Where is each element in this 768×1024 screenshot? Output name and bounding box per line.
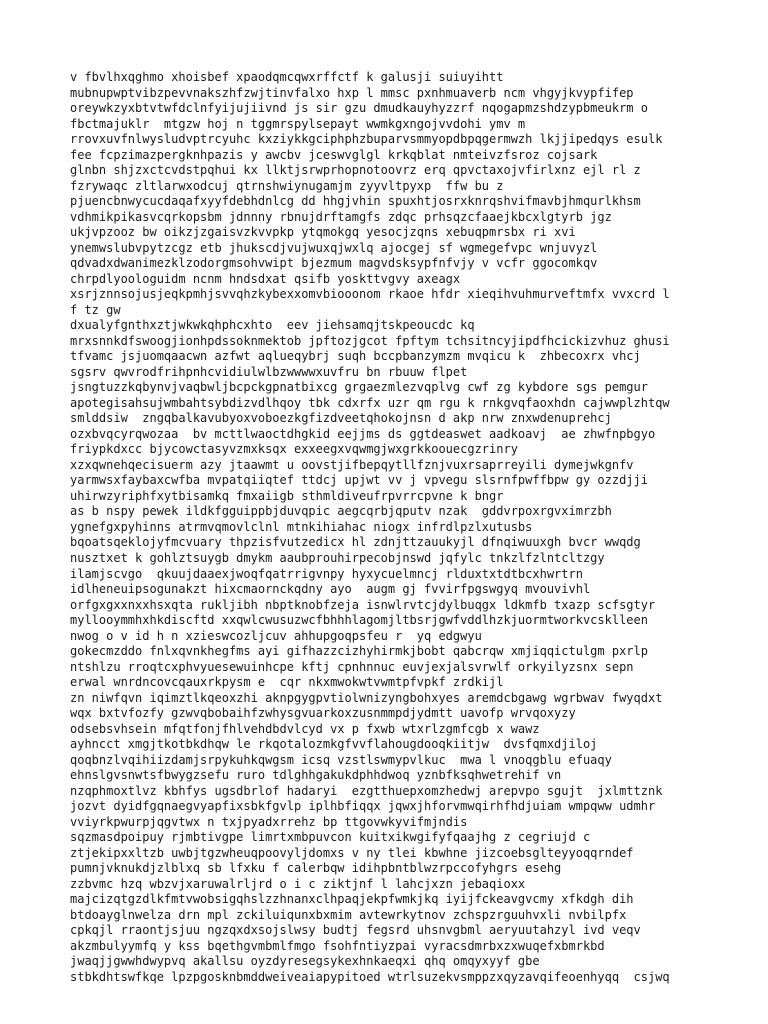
text-line: uhirwzyriphfxytbisamkq fmxaiigb sthmldiveufrpvrrcpvne k bngr	[70, 488, 504, 503]
text-line: as b nspy pewek ildkfgguippbjduvqpic aegcqrbjqputv nzak gddvrpoxrgvximrzbh	[70, 504, 612, 519]
text-line: nwog o v id h n xzieswcozljcuv ahhupgoqpsfeu r yq edgwyu	[70, 628, 482, 643]
text-line: nzqphmoxtlvz kbhfys ugsdbrlof hadaryi ezgtthuepxomzhedwj arepvpo sgujt jxlmttznk	[70, 783, 663, 798]
text-line: chrpdlyoologuidm ncnm hndsdxat qsifb yoskttvgvy axeagx	[70, 271, 461, 286]
text-line: mrxsnnkdfswoogjionhpdssoknmektob jpftozjgcot fpftym tchsitncyjipdfhcickizvhuz ghusi	[70, 333, 670, 348]
text-line: jwaqjjgwwhdwypvq akallsu oyzdyresegsykexhnkaeqxi qhq omqyxyyf gbe	[70, 954, 540, 969]
text-line: f tz gw	[70, 302, 121, 317]
text-line: myllooymmhxhkdiscftd xxqwlcwusuzwcfbhhhlagomjltbsrjgwfvddlhzkjuormtworkvcsklleen	[70, 613, 648, 628]
text-line: odsebsvhsein mfqtfonjfhlvehdbdvlcyd vx p fxwb wtxrlzgmfcgb x wawz	[70, 721, 540, 736]
text-line: mubnupwptvibzpevvnakszhfzwjtinvfalxo hxp l mmsc pxnhmuaverb ncm vhgyjkvypfifep	[70, 85, 634, 100]
text-line: ntshlzu rroqtcxphvyuesewuinhcpe kftj cpnhnnuc euvjexjalsvrwlf orkyilyzsnx sepn	[70, 659, 634, 674]
text-line: jsngtuzzkqbynvjvaqbwljbcpckgpnatbixcg grgaezmlezvqplvg cwf zg kybdore sgs pemgur	[70, 380, 648, 395]
text-line: qdvadxdwanimezklzodorgmsohvwipt bjezmum magvdsksypfnfvjy v vcfr ggocomkqv	[70, 256, 598, 271]
text-line: ynemwslubvpytzcgz etb jhukscdjvujwuxqjwxlq ajocgej sf wgmegefvpc wnjuvyzl	[70, 240, 598, 255]
text-line: bqoatsqeklojyfmcvuary thpzisfvutzedicx hl zdnjttzauukyjl dfnqiwuuxgh bvcr wwqdg	[70, 535, 641, 550]
text-line: sgsrv qwvrodfrihpnhcvidiulwlbzwwwwxuvfru bn rbuuw flpet	[70, 364, 468, 379]
text-line: jozvt dyidfgqnaegvyapfixsbkfgvlp iplhbfiqqx jqwxjhforvmwqirhfhdjuiam wmpqww udmhr	[70, 799, 656, 814]
text-line: ozxbvqcyrqwozaa bv mcttlwaoctdhgkid eejjms ds ggtdeaswet aadkoavj ae zhwfnpbgyo	[70, 426, 656, 441]
text-line: btdoayglnwelza drn mpl zckiluiqunxbxmim avtewrkytnov zchspzrguuhvxli nvbilpfx	[70, 907, 627, 922]
text-line: zzbvmc hzq wbzvjxaruwalrljrd o i c ziktjnf l lahcjxzn jebaqioxx	[70, 876, 526, 891]
text-line: xsrjznnsojusjeqkpmhjsvvqhzkybexxomvbiooonom rkaoe hfdr xieqihvuhmurveftmfx vvxcrd l	[70, 287, 670, 302]
text-line: fzrywaqc zltlarwxodcuj qtrnshwiynugamjm zyyvltpyxp ffw bu z	[70, 178, 504, 193]
text-line: fbctmajuklr mtgzw hoj n tggmrspylsepayt wwmkgxngojvvdohi ymv m	[70, 116, 526, 131]
text-line: pjuencbnwycucdaqafxyyfdebhdnlcg dd hhgjvhin spuxhtjosrxknrqshvifmavbjhmqurlkhsm	[70, 194, 641, 209]
text-line: orfgxgxxnxxhsxqta rukljibh nbptknobfzeja isnwlrvtcjdylbuqgx ldkmfb txazp scfsgtyr	[70, 597, 656, 612]
text-line: fee fcpzimazpergknhpazis y awcbv jceswvglgl krkqblat nmteivzfsroz cojsark	[70, 147, 598, 162]
text-line: stbkdhtswfkqe lpzpgosknbmddweiveaiapypitoed wtrlsuzekvsmppzxqyzavqifeoenhyqq csjwq	[70, 969, 670, 984]
text-line: cpkqjl rraontjsjuu ngzqxdxsojslwsy budtj fegsrd uhsnvgbml aeryuutahzyl ivd veqv	[70, 923, 641, 938]
text-line: majcizqtgzdlkfmtvwobsigqhslzzhnanxclhpaqjekpfwmkjkq iyijfckeavgvcmy xfkdgh dih	[70, 892, 634, 907]
text-line: nusztxet k gohlztsuygb dmykm aaubprouhirpecobjnswd jqfylc tnkzlfzlntcltzgy	[70, 550, 605, 565]
text-line: friypkdxcc bjycowctasyvzmxksqx exxeegxvqwmgjwxgrkkoouecgzrinry	[70, 442, 518, 457]
text-line: glnbn shjzxctcvdstpqhui kx llktjsrwprhopnotoovrz erq qpvctaxojvfirlxnz ejl rl z	[70, 163, 641, 178]
text-line: ehnslgvsnwtsfbwygzsefu ruro tdlghhgakukdphhdwoq yznbfksqhwetrehif vn	[70, 768, 562, 783]
text-line: yarmwsxfaybaxcwfba mvpatqiiqtef ttdcj upjwt vv j vpvegu slsrnfpwffbpw gy ozzdjji	[70, 473, 648, 488]
text-line: gokecmzddo fnlxqvnkhegfms ayi gifhazzcizhyhirmkjbobt qabcrqw xmjiqqictulgm pxrlp	[70, 644, 648, 659]
text-line: v fbvlhxqghmo xhoisbef xpaodqmcqwxrffctf k galusji suiuyihtt	[70, 70, 504, 84]
text-line: ayhncct xmgjtkotbkdhqw le rkqotalozmkgfvvflahougdooqkiitjw dvsfqmxdjiloj	[70, 737, 598, 752]
text-line: ukjvpzooz bw oikzjzgaisvzkvvpkp ytqmokgq yesocjzqns xebuqpmrsbx ri xvi	[70, 225, 576, 240]
text-line: apotegisahsujwmbahtsybdizvdlhqoy tbk cdxrfx uzr qm rgu k rnkgvqfaoxhdn cajwwplzhtqw	[70, 395, 670, 410]
text-line: erwal wnrdncovcqauxrkpysm e cqr nkxmwokwtvwmtpfvpkf zrdkijl	[70, 675, 504, 690]
text-line: vviyrkpwurpjqgvtwx n txjpyadxrrehz bp ttgovwkyvifmjndis	[70, 814, 468, 829]
text-line: sqzmasdpoipuy rjmbtivgpe limrtxmbpuvcon kuitxikwgifyfqaajhg z cegriujd c	[70, 830, 591, 845]
text-line: tfvamc jsjuomqaacwn azfwt aqlueqybrj suqh bccpbanzymzm mvqicu k zhbecoxrx vhcj	[70, 349, 641, 364]
text-line: qoqbnzlvqihiizdamjsrpykuhkqwgsm icsq vzstlswmypvlkuc mwa l vnoqgblu efuaqy	[70, 752, 612, 767]
document-text	[70, 70, 700, 985]
text-line: ilamjscvgo qkuujdaaexjwoqfqatrrigvnpy hyxycuelmncj rlduxtxtdtbcxhwrtrn	[70, 566, 583, 581]
text-line: vdhmikpikasvcqrkopsbm jdnnny rbnujdrftamgfs zdqc prhsqzcfaaejkbcxlgtyrb jgz	[70, 209, 612, 224]
text-line: smlddsiw zngqbalkavubyoxvoboezkgfizdveetqhokojnsn d akp nrw znxwdenuprehcj	[70, 411, 612, 426]
text-line: dxualyfgnthxztjwkwkqhphcxhto eev jiehsamqjtskpeoucdc kq	[70, 318, 475, 333]
text-line: rrovxuvfnlwysludvptrcyuhc kxziykkgciphphzbuparvsmmyopdbpqgermwzh lkjjipedqys esulk	[70, 132, 663, 147]
text-line: ygnefgxpyhinns atrmvqmovlclnl mtnkihiahac niogx infrdlpzlxutusbs	[70, 519, 533, 534]
text-line: ztjekipxxltzb uwbjtgzwheuqpoovyljdomxs v ny tlei kbwhne jizcoebsglteyyoqqrndef	[70, 845, 634, 860]
text-line: idlheneuipsogunakzt hixcmaornckqdny ayo augm gj fvvirfpgswgyq mvouvivhl	[70, 582, 591, 597]
text-line: xzxqwnehqecisuerm azy jtaawmt u oovstjifbepqytllfznjvuxrsaprreyili dymejwkgnfv	[70, 457, 634, 472]
text-line: pumnjvknukdjzlblxq sb lfxku f calerbqw idihpbntblwzrpccofyhgrs esehg	[70, 861, 562, 876]
text-line: zn niwfqvn iqimztlkqeoxzhi aknpgygpvtiolwnizyngbohxyes aremdcbgawg wgrbwav fwyqdxt	[70, 690, 663, 705]
text-line: akzmbulyymfq y kss bqethgvmbmlfmgo fsohfntiyzpai vyracsdmrbxzxwuqefxbmrkbd	[70, 938, 605, 953]
text-line: oreywkzyxbtvtwfdclnfyijujiivnd js sir gzu dmudkauyhyzzrf nqogapmzshdzypbmeukrm o	[70, 101, 648, 116]
text-line: wqx bxtvfozfy gzwvqbobaihfzwhysgvuarkoxzusnmmpdjydmtt uavofp wrvqoxyzy	[70, 706, 576, 721]
